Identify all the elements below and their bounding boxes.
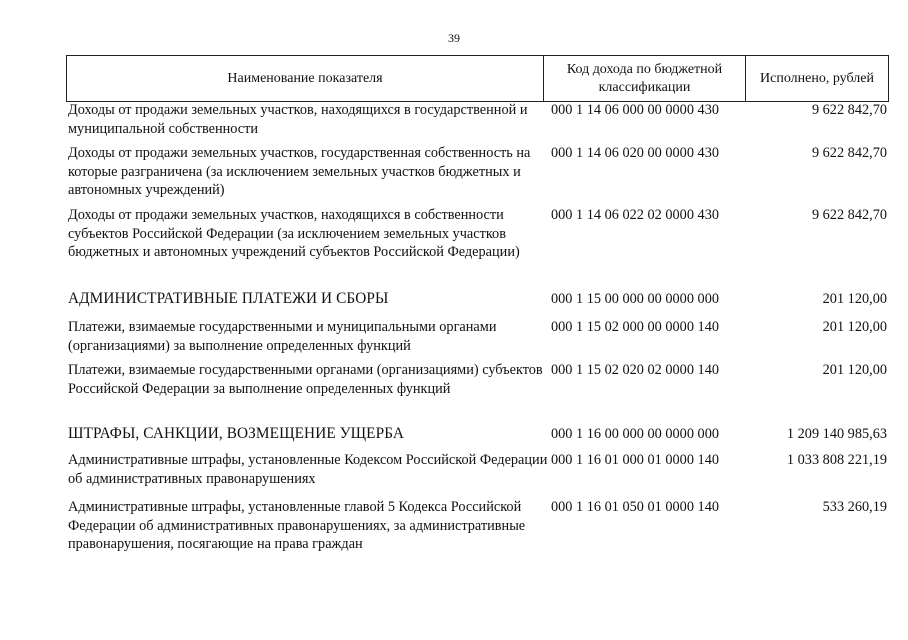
table-row	[66, 206, 889, 290]
row-amount: 9 622 842,70	[811, 145, 887, 161]
table-row	[66, 361, 889, 425]
row-code: 000 1 15 02 020 02 0000 140	[551, 362, 719, 378]
header-amount: Исполнено, рублей	[760, 70, 874, 86]
row-name: Платежи, взимаемые государственными органами (организациями) субъектов Российской Федерации за выполнение определенных функций	[68, 362, 543, 397]
header-name: Наименование показателя	[67, 56, 544, 101]
row-code: 000 1 16 00 000 00 0000 000	[551, 426, 719, 442]
row-code: 000 1 15 02 000 00 0000 140	[551, 319, 719, 335]
row-code: 000 1 14 06 022 02 0000 430	[551, 207, 719, 223]
row-name: Административные штрафы, установленные главой 5 Кодекса Российской Федерации об административных правонарушениях, за административные правонарушения, посягающие на права граждан	[68, 499, 526, 552]
table-header	[66, 55, 889, 102]
row-code: 000 1 16 01 000 01 0000 140	[551, 452, 719, 468]
table-row	[66, 451, 889, 498]
row-amount: 1 033 808 221,19	[786, 452, 887, 468]
row-name: ШТРАФЫ, САНКЦИИ, ВОЗМЕЩЕНИЕ УЩЕРБА	[68, 425, 405, 442]
row-amount: 201 120,00	[822, 319, 887, 335]
row-name: Доходы от продажи земельных участков, государственная собственность на которые разграничена (за исключением земельных участков бюджетных и автономных учреждений)	[68, 145, 531, 198]
row-name: Доходы от продажи земельных участков, находящихся в государственной и муниципальной собственности	[68, 102, 528, 137]
row-code: 000 1 14 06 000 00 0000 430	[551, 102, 719, 118]
row-name: Доходы от продажи земельных участков, находящихся в собственности субъектов Российской Федерации (за исключением земельных участков бюджетных и автономных учреждений субъектов Российской Федерации)	[68, 207, 520, 260]
header-code: Код дохода по бюджетной классификации	[544, 56, 746, 101]
row-name: АДМИНИСТРАТИВНЫЕ ПЛАТЕЖИ И СБОРЫ	[68, 290, 389, 307]
row-code: 000 1 16 01 050 01 0000 140	[551, 499, 719, 515]
table-row	[66, 498, 889, 560]
table-body	[66, 101, 889, 560]
row-amount: 201 120,00	[822, 362, 887, 378]
table-row	[66, 318, 889, 361]
row-amount: 201 120,00	[822, 291, 887, 307]
row-amount: 9 622 842,70	[811, 207, 887, 223]
table-row	[66, 144, 889, 206]
row-amount: 533 260,19	[822, 499, 887, 515]
table-row	[66, 101, 889, 144]
row-name: Административные штрафы, установленные Кодексом Российской Федерации об административных правонарушениях	[68, 452, 548, 487]
table-row-section	[66, 425, 889, 451]
page-number: 39	[448, 31, 460, 45]
row-code: 000 1 14 06 020 00 0000 430	[551, 145, 719, 161]
table-row-section	[66, 290, 889, 318]
row-name: Платежи, взимаемые государственными и муниципальными органами (организациями) за выполнение определенных функций	[68, 319, 497, 354]
row-amount: 9 622 842,70	[811, 102, 887, 118]
row-code: 000 1 15 00 000 00 0000 000	[551, 291, 719, 307]
row-amount: 1 209 140 985,63	[786, 426, 887, 442]
